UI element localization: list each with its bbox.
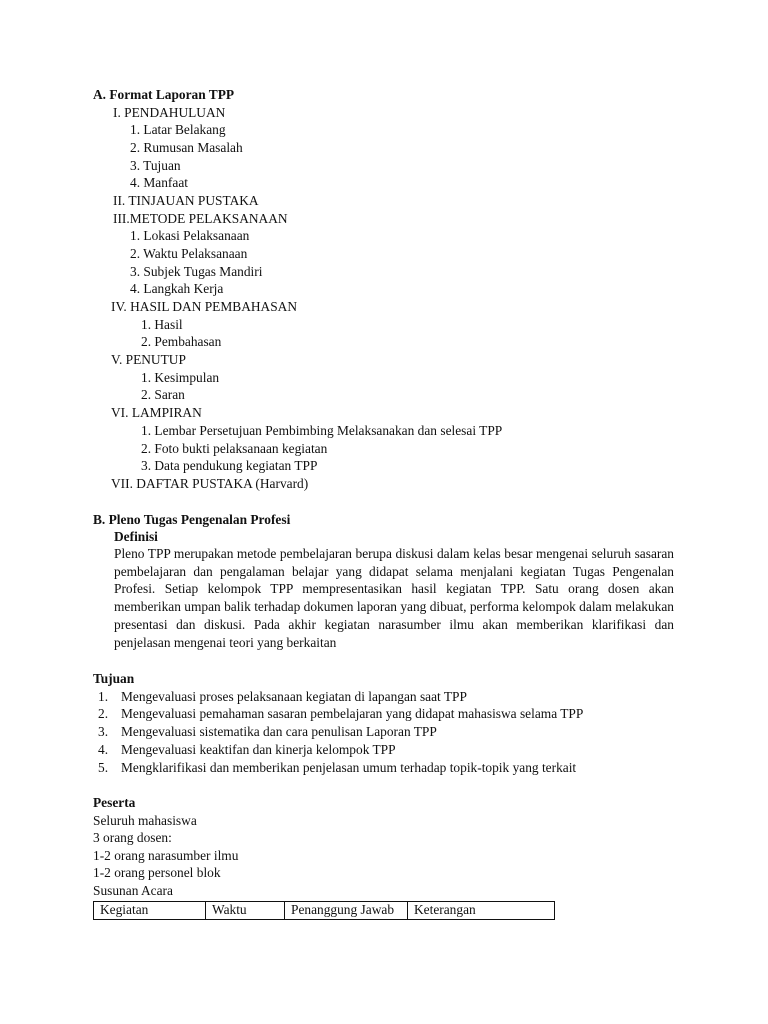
chapter-6-item: 3. Data pendukung kegiatan TPP (141, 458, 318, 473)
tujuan-num: 3. (98, 724, 109, 739)
chapter-4-item: 1. Hasil (141, 317, 183, 332)
chapter-1-item: 1. Latar Belakang (130, 122, 226, 137)
definisi-title: Definisi (114, 529, 158, 544)
tujuan-item: Mengevaluasi keaktifan dan kinerja kelompok TPP (121, 742, 396, 757)
susunan-acara-title: Susunan Acara (93, 883, 173, 898)
chapter-3-item: 4. Langkah Kerja (130, 281, 224, 296)
table-header-cell: Kegiatan (94, 902, 206, 920)
table-header-cell: Waktu (206, 902, 285, 920)
chapter-1-item: 4. Manfaat (130, 175, 189, 190)
tujuan-item: Mengevaluasi sistematika dan cara penulisan Laporan TPP (121, 724, 437, 739)
tujuan-num: 2. (98, 706, 109, 721)
tujuan-title: Tujuan (93, 671, 135, 686)
peserta-line: 1-2 orang personel blok (93, 865, 221, 880)
chapter-6-item: 1. Lembar Persetujuan Pembimbing Melaksanakan dan selesai TPP (141, 423, 503, 438)
chapter-6-item: 2. Foto bukti pelaksanaan kegiatan (141, 441, 328, 456)
chapter-3-label: III.METODE PELAKSANAAN (113, 211, 288, 226)
chapter-1-item: 3. Tujuan (130, 158, 181, 173)
table-header-cell: Keterangan (408, 902, 555, 920)
tujuan-item: Mengevaluasi pemahaman sasaran pembelajaran yang didapat mahasiswa selama TPP (121, 706, 584, 721)
table-header-row (94, 902, 555, 920)
chapter-1-item: 2. Rumusan Masalah (130, 140, 243, 155)
chapter-4-item: 2. Pembahasan (141, 334, 222, 349)
chapter-5-label: V. PENUTUP (111, 352, 186, 367)
chapter-7-label: VII. DAFTAR PUSTAKA (Harvard) (111, 476, 309, 491)
peserta-line: 1-2 orang narasumber ilmu (93, 848, 239, 863)
chapter-5-item: 2. Saran (141, 387, 185, 402)
chapter-6-label: VI. LAMPIRAN (111, 405, 202, 420)
section-a-heading: A. Format Laporan TPP (93, 87, 235, 102)
chapter-1-label: I. PENDAHULUAN (113, 105, 226, 120)
table-header-cell: Penanggung Jawab (285, 902, 408, 920)
section-b-heading: B. Pleno Tugas Pengenalan Profesi (93, 512, 291, 527)
chapter-3-item: 1. Lokasi Pelaksanaan (130, 228, 250, 243)
chapter-4-label: IV. HASIL DAN PEMBAHASAN (111, 299, 297, 314)
tujuan-num: 1. (98, 689, 109, 704)
chapter-3-item: 2. Waktu Pelaksanaan (130, 246, 248, 261)
chapter-2-label: II. TINJAUAN PUSTAKA (113, 193, 259, 208)
chapter-3-item: 3. Subjek Tugas Mandiri (130, 264, 263, 279)
chapter-5-item: 1. Kesimpulan (141, 370, 220, 385)
definisi-paragraph: Pleno TPP merupakan metode pembelajaran berupa diskusi dalam kelas besar mengenai seluruh sasaran pembelajaran dan pengalaman belajar yang didapat selama menjalani kegiatan Tugas Pengenalan Profesi. Setiap kelompok TPP mempresentasikan hasil kegiatan TPP. Satu orang dosen akan memberikan umpan balik terhadap dokumen laporan yang dibuat, performa kelompok dalam melakukan presentasi dan diskusi. Pada akhir kegiatan narasumber ilmu akan memberikan klarifikasi dan penjelasan mengenai teori yang berkaitan (114, 546, 674, 650)
tujuan-item: Mengklarifikasi dan memberikan penjelasan umum terhadap topik-topik yang terkait (121, 760, 577, 775)
peserta-title: Peserta (93, 795, 136, 810)
tujuan-num: 5. (98, 760, 109, 775)
peserta-line: Seluruh mahasiswa (93, 813, 197, 828)
peserta-line: 3 orang dosen: (93, 830, 172, 845)
tujuan-num: 4. (98, 742, 109, 757)
susunan-acara-table (93, 901, 555, 920)
tujuan-item: Mengevaluasi proses pelaksanaan kegiatan di lapangan saat TPP (121, 689, 467, 704)
